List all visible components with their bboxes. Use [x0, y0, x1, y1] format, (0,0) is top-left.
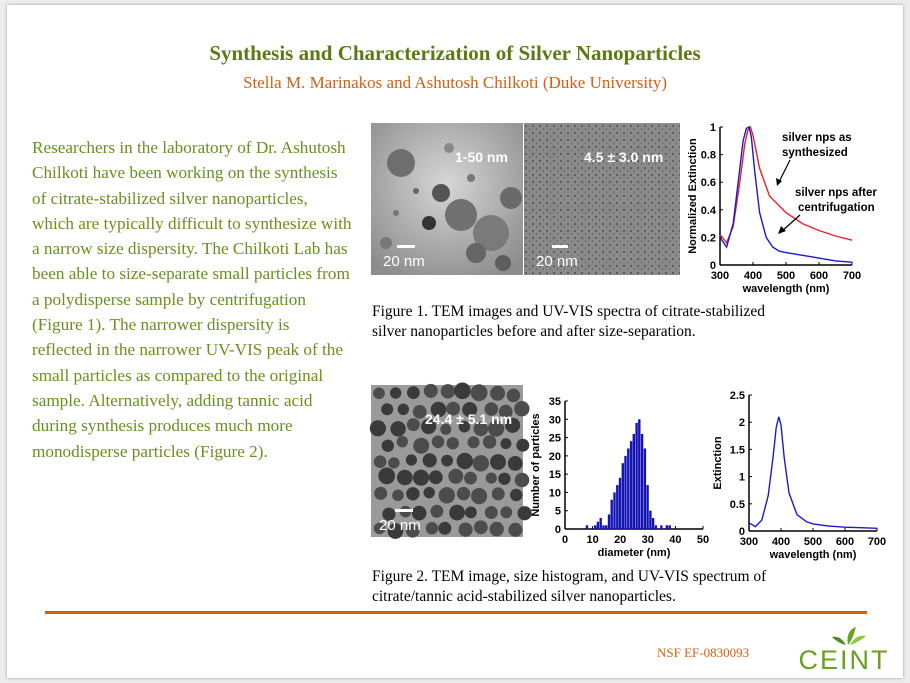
histogram-bar [622, 463, 624, 529]
annotation-after-centrifugation-line2: centrifugation [798, 202, 875, 214]
nanoparticle [500, 438, 511, 449]
annotation-as-synthesized-line1: silver nps as [782, 132, 852, 144]
logo-wordmark: CEINT [798, 645, 890, 675]
y-tick-label: 2.5 [729, 390, 745, 402]
histogram-bar [627, 449, 629, 530]
nanoparticle [447, 437, 459, 449]
nanoparticle [439, 487, 455, 503]
nanoparticle [373, 388, 385, 400]
figure1-caption [372, 302, 842, 342]
nanoparticle [507, 389, 521, 403]
y-tick-label: 0 [554, 524, 561, 536]
nanoparticle [473, 455, 489, 471]
description-text [32, 135, 352, 464]
nanoparticle [407, 418, 420, 431]
x-tick-label: 10 [586, 534, 599, 546]
y-tick-label: 0.6 [700, 177, 716, 190]
x-tick-label: 700 [842, 270, 862, 282]
nanoparticle [510, 489, 522, 501]
histogram-bar [594, 525, 596, 529]
nanoparticle [508, 456, 523, 471]
y-tick-label: 35 [548, 396, 561, 408]
nanoparticle [441, 455, 453, 467]
x-tick-label: 600 [835, 536, 855, 548]
nanoparticle [374, 455, 387, 468]
y-axis-label: Extinction [712, 436, 724, 490]
histogram-bar [635, 423, 637, 529]
nanoparticle [432, 436, 445, 449]
y-tick-label: 5 [554, 505, 561, 518]
nanoparticle [406, 454, 417, 465]
nanoparticle [465, 507, 477, 519]
nanoparticle [474, 520, 488, 534]
nanoparticle [471, 384, 488, 401]
x-tick-label: 700 [867, 536, 887, 548]
x-tick-label: 0 [561, 534, 569, 546]
footer-divider [45, 611, 867, 614]
tem-size-label: 4.5 ± 3.0 nm [584, 149, 664, 165]
histogram-bar [630, 441, 632, 529]
nanoparticle [498, 473, 510, 485]
nanoparticle [429, 470, 443, 484]
scale-bar [552, 245, 568, 248]
y-tick-label: 2 [738, 417, 745, 430]
nanoparticle [448, 469, 463, 484]
y-tick-label: 0.4 [700, 204, 716, 217]
x-tick-label: 300 [739, 536, 759, 548]
histogram-bar [633, 434, 635, 529]
histogram-bar [666, 525, 668, 529]
tem-image-after-centrifugation [524, 123, 680, 275]
slide [7, 5, 903, 678]
nanoparticle [378, 468, 395, 485]
y-tick-label: 0.5 [729, 498, 745, 511]
tem-tannic-acid-texture [371, 385, 523, 537]
histogram-bar [624, 456, 626, 529]
histogram-bar [605, 525, 607, 529]
nanoparticle [397, 470, 413, 486]
nanoparticle [413, 438, 429, 454]
histogram-bar [646, 485, 648, 529]
histogram-bar [669, 525, 671, 529]
authors-line: Stella M. Marinakos and Ashutosh Chilkoti (Duke University) [242, 73, 668, 92]
nanoparticle [459, 523, 473, 537]
nanoparticle [492, 487, 505, 500]
nanoparticle [374, 487, 387, 500]
series-line-0 [749, 417, 877, 529]
histogram-bar [586, 525, 588, 529]
y-tick-label: 0.2 [700, 232, 716, 245]
nanoparticle [457, 487, 470, 500]
y-tick-label: 15 [548, 469, 561, 482]
nanoparticle [468, 436, 480, 448]
nanoparticle [490, 386, 505, 401]
y-tick-label: 30 [548, 414, 561, 427]
nanoparticle [424, 384, 438, 398]
scale-bar-label: 20 nm [379, 517, 421, 534]
x-tick-label: 40 [669, 534, 682, 546]
grant-number: NSF EF-0830093 [657, 645, 750, 660]
tem-size-label: 24.4 ± 5.1 nm [425, 411, 513, 427]
uv-vis-spectrum-chart [707, 381, 889, 559]
y-tick-label: 0 [738, 526, 745, 538]
histogram-bar [660, 525, 662, 529]
nanoparticle [438, 522, 451, 535]
slide-title: Synthesis and Characterization of Silver Nanoparticles [209, 41, 701, 65]
histogram-bar [655, 525, 657, 529]
annotation-arrow [782, 215, 800, 231]
x-axis-label: wavelength (nm) [742, 283, 830, 295]
histogram-bar [616, 485, 618, 529]
histogram-bar [652, 518, 654, 529]
figure1-caption-line1: Figure 1. TEM images and UV-VIS spectra of citrate-stabilized [372, 303, 765, 320]
tem-image-tannic-acid [371, 385, 523, 537]
nanoparticle [426, 522, 438, 534]
figure2-caption-line2: citrate/tannic acid-stabilized silver nanoparticles. [372, 588, 676, 605]
scale-bar-label: 20 nm [536, 253, 578, 270]
nanoparticle [392, 490, 404, 502]
nanoparticle [382, 440, 394, 452]
histogram-bar [613, 492, 615, 529]
nanoparticle [490, 454, 506, 470]
tem-size-label: 1-50 nm [455, 149, 508, 165]
nanoparticle [406, 487, 419, 500]
y-tick-label: 0 [709, 260, 716, 272]
x-axis-label: diameter (nm) [597, 547, 671, 559]
figure2-caption-line1: Figure 2. TEM image, size histogram, and UV-VIS spectrum of [372, 568, 767, 585]
nanoparticle [449, 505, 465, 521]
size-histogram-chart [525, 385, 710, 559]
scale-bar [397, 245, 415, 248]
ceint-logo [790, 625, 898, 675]
annotation-arrow [779, 160, 790, 182]
y-tick-label: 1 [709, 122, 716, 134]
nanoparticle [464, 472, 477, 485]
nanoparticle [454, 383, 471, 400]
nanoparticle [381, 403, 393, 415]
nanoparticle [486, 473, 497, 484]
nanoparticle [485, 506, 498, 519]
histogram-bar [641, 434, 643, 529]
annotation-as-synthesized-line2: synthesized [782, 147, 848, 159]
y-tick-label: 10 [548, 487, 561, 500]
nanoparticle [500, 506, 512, 518]
histogram-bar [600, 518, 602, 529]
histogram-bar [602, 525, 604, 529]
histogram-bar [644, 449, 646, 530]
x-tick-label: 500 [803, 536, 823, 548]
y-axis-label: Normalized Extinction [687, 138, 699, 254]
nanoparticle [490, 522, 504, 536]
scale-bar [395, 509, 413, 512]
figure2-caption [372, 567, 842, 607]
nanoparticle [413, 470, 429, 486]
nanoparticle [430, 505, 443, 518]
series-line-0 [720, 127, 852, 243]
histogram-bar [597, 522, 599, 529]
x-tick-label: 30 [641, 534, 654, 546]
x-tick-label: 600 [809, 270, 829, 282]
y-tick-label: 1 [738, 471, 745, 484]
y-tick-label: 1.5 [729, 444, 745, 457]
x-tick-label: 20 [614, 534, 627, 546]
scale-bar-label: 20 nm [383, 253, 425, 270]
x-axis-label: wavelength (nm) [769, 549, 857, 561]
histogram-bar [649, 511, 651, 529]
nanoparticle [390, 421, 405, 436]
nanoparticle [424, 487, 435, 498]
annotation-after-centrifugation-line1: silver nps after [795, 187, 877, 199]
nanoparticle [483, 435, 496, 448]
x-tick-label: 500 [776, 270, 796, 282]
x-tick-label: 400 [743, 270, 763, 282]
logo-leaf-icon [832, 637, 846, 645]
y-tick-label: 25 [548, 432, 561, 445]
figure1-caption-line2: silver nanoparticles before and after size-separation. [372, 323, 696, 340]
nanoparticle [398, 404, 409, 415]
nanoparticle [407, 386, 420, 399]
y-axis-label: Number of particles [530, 413, 542, 517]
nanoparticle [457, 453, 473, 469]
nanoparticle [441, 384, 455, 398]
x-tick-label: 300 [710, 270, 730, 282]
nanoparticle [370, 420, 386, 436]
nanoparticle [390, 387, 401, 398]
histogram-bar [611, 500, 613, 529]
annotation-arrowhead [778, 226, 786, 234]
tem-image-as-synthesized [371, 123, 523, 275]
y-tick-label: 0.8 [700, 149, 716, 162]
nanoparticle [471, 488, 487, 504]
histogram-bar [608, 514, 610, 529]
nanoparticle [397, 436, 408, 447]
annotation-arrowhead [776, 178, 782, 186]
description-paragraph: Researchers in the laboratory of Dr. Ashutosh Chilkoti have been working on the synthesis of citrate-stabilized silver nanoparticles, which are typically difficult to synthesize with a narrow size dispersity. The Chilkoti Lab has been able to size-separate small particles from a polydisperse sample by centrifugation (Figure 1). The narrower dispersity is reflected in the narrower UV-VIS peak of the small particles as compared to the original sample. Alternatively, adding tannic acid during synthesis produces much more monodisperse particles (Figure 2). [32, 138, 352, 461]
x-tick-label: 400 [771, 536, 791, 548]
y-tick-label: 20 [548, 450, 561, 463]
nanoparticle [508, 523, 522, 537]
uv-vis-spectra-chart [682, 115, 877, 299]
nanoparticle [423, 453, 437, 467]
x-tick-label: 50 [696, 534, 710, 546]
histogram-bar [638, 419, 640, 529]
nanoparticle [388, 457, 399, 468]
histogram-bar [619, 478, 621, 529]
